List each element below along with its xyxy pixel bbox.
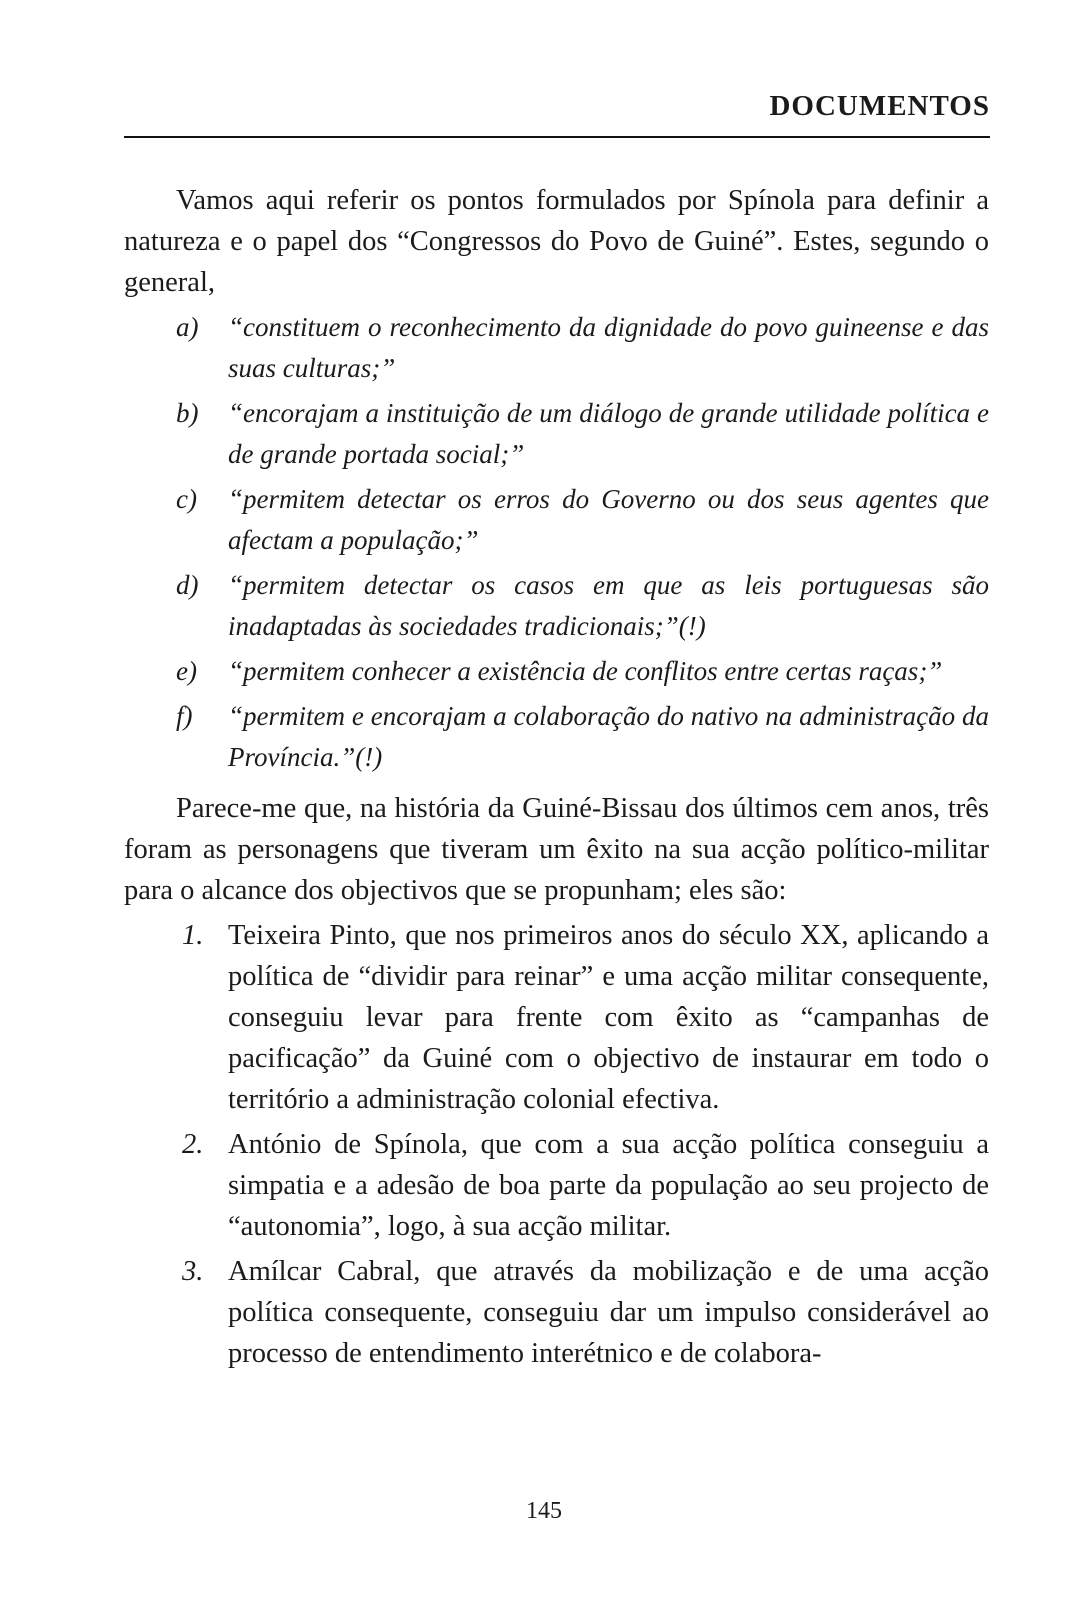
page-body (124, 180, 989, 1378)
list-item-text: “constituem o reconhecimento da dignidade do povo guineense e das suas culturas;” (228, 312, 989, 383)
list-item (124, 307, 989, 389)
list-item-text: “permitem detectar os casos em que as leis portuguesas são inadaptadas às sociedades tradicionais;”(!) (228, 570, 989, 641)
second-paragraph: Parece-me que, na história da Guiné-Bissau dos últimos cem anos, três foram as personagens que tiveram um êxito na sua acção político-militar para o alcance dos objectivos que se propunham; eles são: (124, 793, 989, 906)
list-number: 2. (182, 1129, 204, 1160)
personages-list (124, 915, 989, 1374)
list-item (124, 393, 989, 475)
list-marker: a) (176, 312, 199, 342)
list-marker: c) (176, 484, 197, 514)
list-item (124, 915, 989, 1120)
list-number: 1. (182, 920, 204, 951)
list-marker: d) (176, 570, 199, 600)
list-item-text: “permitem e encorajam a colaboração do nativo na administração da Província.”(!) (228, 701, 989, 772)
intro-paragraph: Vamos aqui referir os pontos formulados por Spínola para definir a natureza e o papel dos “Congressos do Povo de Guiné”. Estes, segundo o general, (124, 185, 989, 298)
list-item-text: António de Spínola, que com a sua acção política conseguiu a simpatia e a adesão de boa parte da população ao seu projecto de “autonomia”, logo, à sua acção militar. (228, 1129, 989, 1242)
list-item-text: “permitem detectar os erros do Governo ou dos seus agentes que afectam a população;” (228, 484, 989, 555)
list-item-text: “permitem conhecer a existência de conflitos entre certas raças;” (228, 656, 943, 686)
page-number: 145 (526, 1498, 562, 1524)
list-marker: f) (176, 701, 193, 731)
list-item (124, 651, 989, 692)
list-item-text: “encorajam a instituição de um diálogo de grande utilidade política e de grande portada social;” (228, 398, 989, 469)
list-item-text: Teixeira Pinto, que nos primeiros anos do século XX, aplicando a política de “dividir para reinar” e uma acção militar consequente, conseguiu levar para frente com êxito as “campanhas de pacificação” da Guiné com o objectivo de instaurar em todo o território a administração colonial efectiva. (228, 920, 989, 1115)
list-item (124, 565, 989, 647)
list-item (124, 696, 989, 778)
list-marker: e) (176, 656, 197, 686)
list-marker: b) (176, 398, 199, 428)
spinola-points-list (124, 307, 989, 778)
list-item (124, 479, 989, 561)
list-item-text: Amílcar Cabral, que através da mobilização e de uma acção política consequente, conseguiu dar um impulso considerável ao processo de entendimento interétnico e de colabora- (228, 1256, 989, 1369)
header-rule (124, 136, 990, 138)
list-number: 3. (182, 1256, 204, 1287)
running-header: DOCUMENTOS (769, 90, 990, 122)
list-item (124, 1124, 989, 1247)
list-item (124, 1251, 989, 1374)
